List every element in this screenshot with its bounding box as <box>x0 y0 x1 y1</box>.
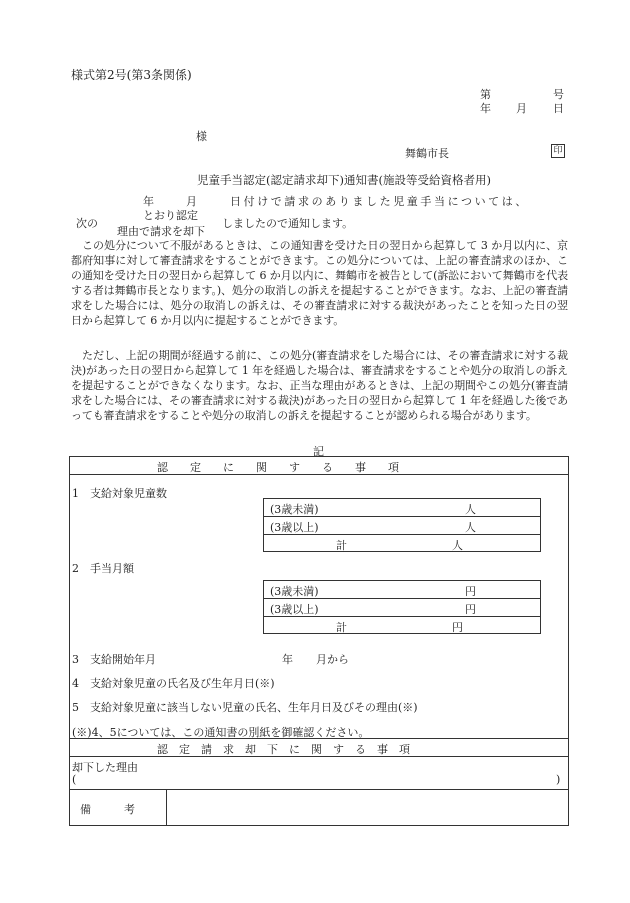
ki-label: 記 <box>313 445 324 458</box>
children-over3-unit: 人 <box>465 521 476 534</box>
amount-under3-label: (3歳未満) <box>270 585 319 598</box>
intro-rest: 日付けで請求のありました児童手当については、 <box>230 195 529 208</box>
appeal-paragraph-2: ただし、上記の期間が経過する前に、この処分(審査請求をした場合には、その審査請求に対する裁決)があった日の翌日から起算して 1 年を経過した場合は、審査請求をすることや処分の取消しの訴えを提起することができなくなります。なお、正当な理由があるときは、上記の期間やこの処分(審査請求をした場合には、その審査請求に対する裁決)があった日の翌日から起算して 1 年を経過した後であっても審査請求をすることや処分の取消しの訴えを提起することが認められる場合があります。 <box>71 349 568 422</box>
issuer: 舞鶴市長 <box>405 147 449 160</box>
document-title: 児童手当認定(認定請求却下)通知書(施設等受給資格者用) <box>197 173 491 187</box>
rejection-reason-open-paren: ( <box>72 773 77 786</box>
rejection-reason-label: 却下した理由 <box>72 761 138 774</box>
item4-label: 4 支給対象児童の氏名及び生年月日(※) <box>72 677 275 690</box>
item3-label: 3 支給開始年月 <box>72 653 156 666</box>
children-total-label: 計 <box>336 539 347 552</box>
item3-month: 月から <box>316 653 349 666</box>
amount-total-unit: 円 <box>452 621 463 634</box>
remarks-column-divider <box>166 789 167 826</box>
date-month: 月 <box>516 102 527 115</box>
date-day: 日 <box>553 102 564 115</box>
intro-month: 月 <box>186 195 197 208</box>
section1-note: (※)4、5については、この通知書の別紙を御確認ください。 <box>72 726 370 739</box>
section2-top-divider <box>69 738 569 739</box>
rejection-reason-close-paren: ) <box>556 773 561 786</box>
intro-option-reject: 理由で請求を却下 <box>117 225 205 238</box>
intro-tsugino: 次の <box>76 217 98 230</box>
intro-year: 年 <box>143 195 154 208</box>
addressee-suffix: 様 <box>196 130 207 143</box>
item1-label: 1 支給対象児童数 <box>72 487 167 500</box>
seal-stamp: 印 <box>551 144 565 158</box>
amount-over3-label: (3歳以上) <box>270 603 319 616</box>
intro-end: しましたので通知します。 <box>222 217 354 230</box>
section2-header: 認 定 請 求 却 下 に 関 す る 事 項 <box>157 743 410 756</box>
children-over3-label: (3歳以上) <box>270 521 319 534</box>
section1-header: 認 定 に 関 す る 事 項 <box>157 461 399 474</box>
item2-label: 2 手当月額 <box>72 562 134 575</box>
children-under3-label: (3歳未満) <box>270 503 319 516</box>
number-prefix: 第 <box>480 88 491 101</box>
children-under3-unit: 人 <box>465 503 476 516</box>
amount-under3-unit: 円 <box>465 585 476 598</box>
date-year: 年 <box>480 102 491 115</box>
remarks-label: 備 考 <box>80 803 135 816</box>
appeal-paragraph-1: この処分について不服があるときは、この通知書を受けた日の翌日から起算して 3 か月以内に、京都府知事に対して審査請求をすることができます。この処分については、上記の審査請求のほか、この通知を受けた日の翌日から起算して 6 か月以内に、舞鶴市を被告として(訴訟において舞鶴市を代表する者は舞鶴市長となります。)、処分の取消しの訴えを提起することができます。なお、上記の審査請求をした場合には、処分の取消しの訴えは、その審査請求に対する裁決があったことを知った日の翌日から起算して 6 か月以内に提起することができます。 <box>71 239 568 327</box>
item3-year: 年 <box>282 653 293 666</box>
amount-total-label: 計 <box>336 621 347 634</box>
item5-label: 5 支給対象児童に該当しない児童の氏名、生年月日及びその理由(※) <box>72 701 418 714</box>
form-label: 様式第2号(第3条関係) <box>71 68 192 82</box>
remarks-divider <box>69 789 569 790</box>
number-suffix: 号 <box>553 88 564 101</box>
amount-over3-unit: 円 <box>465 603 476 616</box>
intro-option-approve: とおり認定 <box>143 209 198 222</box>
children-total-unit: 人 <box>452 539 463 552</box>
